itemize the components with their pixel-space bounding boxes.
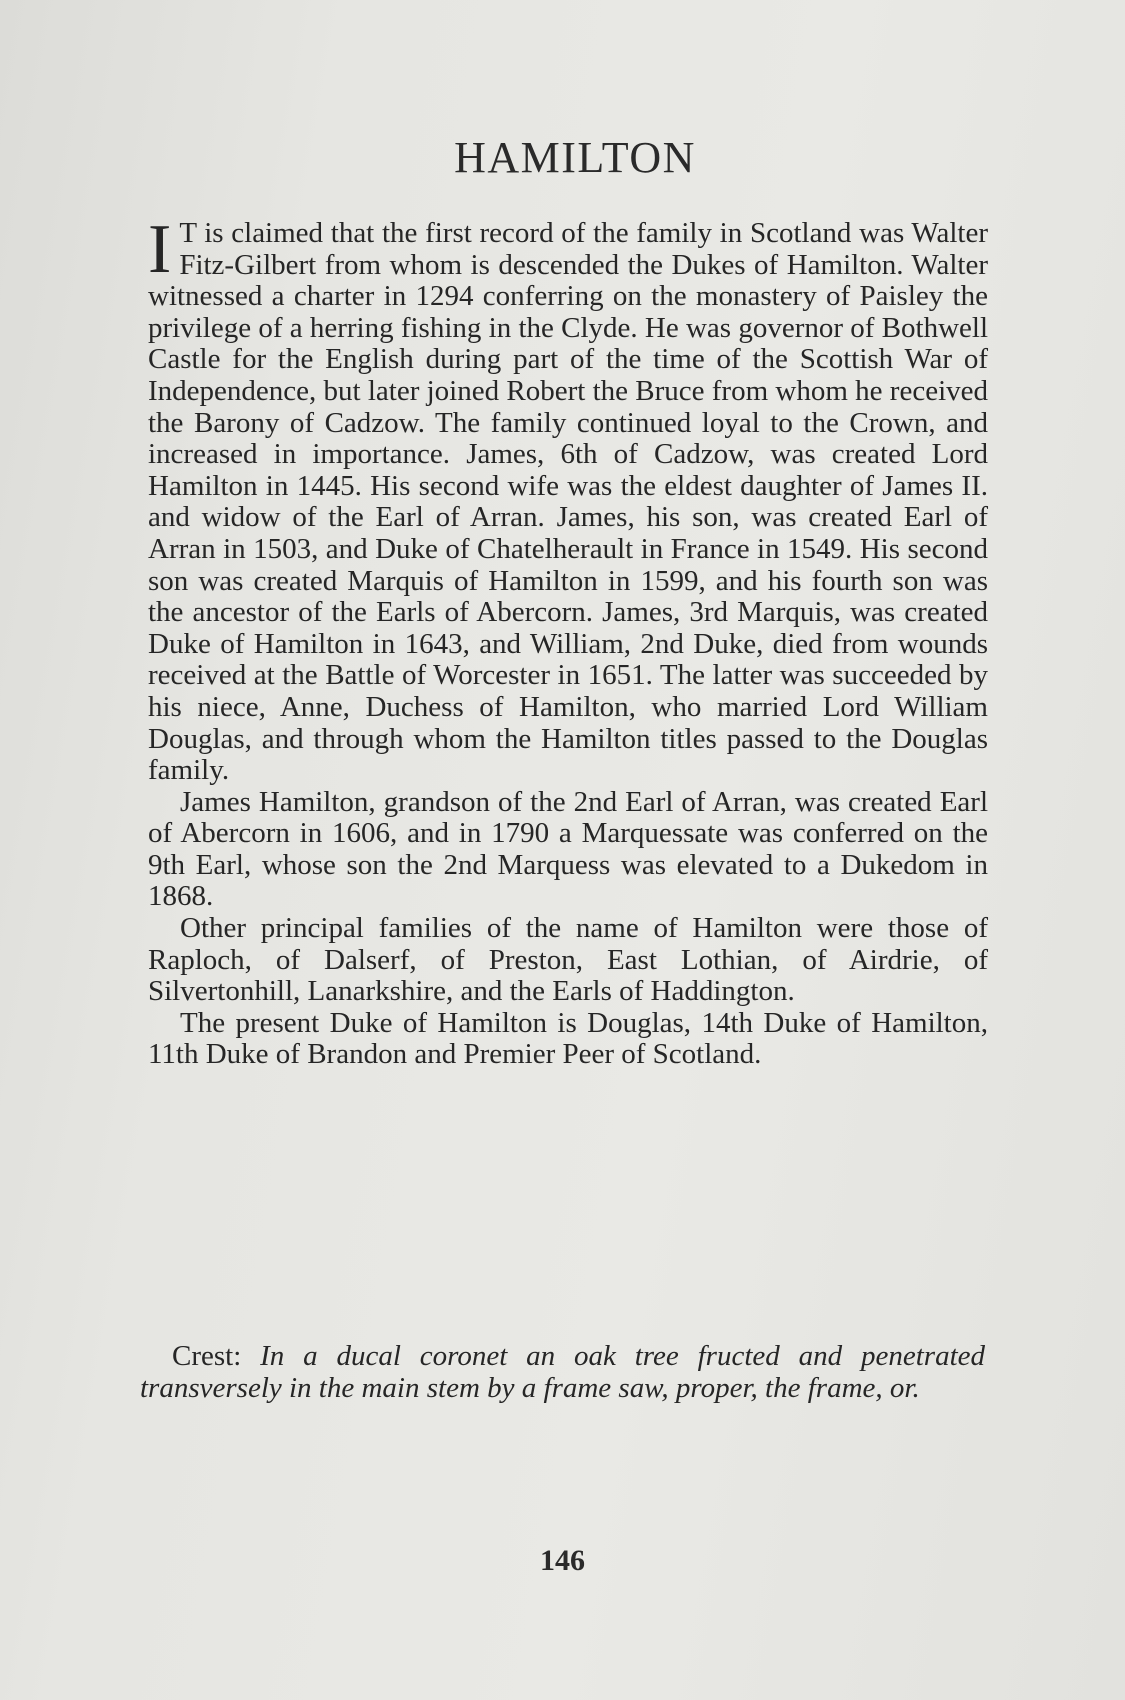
page-number: 146 xyxy=(540,1544,585,1577)
crest-description: In a ducal coronet an oak tree fructed and penetrated transversely in the main stem by a frame saw, proper, the frame, or. xyxy=(140,1340,985,1404)
crest-block xyxy=(140,1340,985,1404)
paragraph-1 xyxy=(148,211,988,787)
crest-label: Crest: xyxy=(172,1340,242,1372)
paragraph-1-text: T is claimed that the first record of the family in Scotland was Walter Fitz-Gilbert from whom is descended the Dukes of Hamilton. Walter witnessed a charter in 1294 conferring on the monastery of Paisley the privilege of a herring fishing in the Clyde. He was governor of Bothwell Castle for the English during part of the time of the Scottish War of Independence, but later joined Robert the Bruce from whom he received the Barony of Cadzow. The family continued loyal to the Crown, and increased in importance. James, 6th of Cadzow, was created Lord Hamilton in 1445. His second wife was the eldest daughter of James II. and widow of the Earl of Arran. James, his son, was created Earl of Arran in 1503, and Duke of Chatelherault in France in 1549. His second son was created Marquis of Hamilton in 1599, and his fourth son was the ancestor of the Earls of Abercorn. James, 3rd Marquis, was created Duke of Hamilton in 1643, and William, 2nd Duke, died from wounds received at the Battle of Worcester in 1651. The latter was succeeded by his niece, Anne, Duchess of Hamilton, who married Lord William Douglas, and through whom the Hamilton titles passed to the Douglas family. xyxy=(148,217,988,787)
body-text xyxy=(148,211,988,1071)
page-title: HAMILTON xyxy=(454,133,696,182)
paragraph-3: Other principal families of the name of Hamilton were those of Raploch, of Dalserf, of Preston, East Lothian, of Airdrie, of Silvertonhill, Lanarkshire, and the Earls of Haddington. xyxy=(148,912,988,1008)
drop-cap: I xyxy=(148,211,172,288)
paragraph-2: James Hamilton, grandson of the 2nd Earl of Arran, was created Earl of Abercorn in 1606, and in 1790 a Marquessate was conferred on the 9th Earl, whose son the 2nd Marquess was elevated to a Dukedom in 1868. xyxy=(148,785,988,913)
paragraph-4: The present Duke of Hamilton is Douglas, 14th Duke of Hamilton, 11th Duke of Brandon and Premier Peer of Scotland. xyxy=(148,1006,988,1071)
